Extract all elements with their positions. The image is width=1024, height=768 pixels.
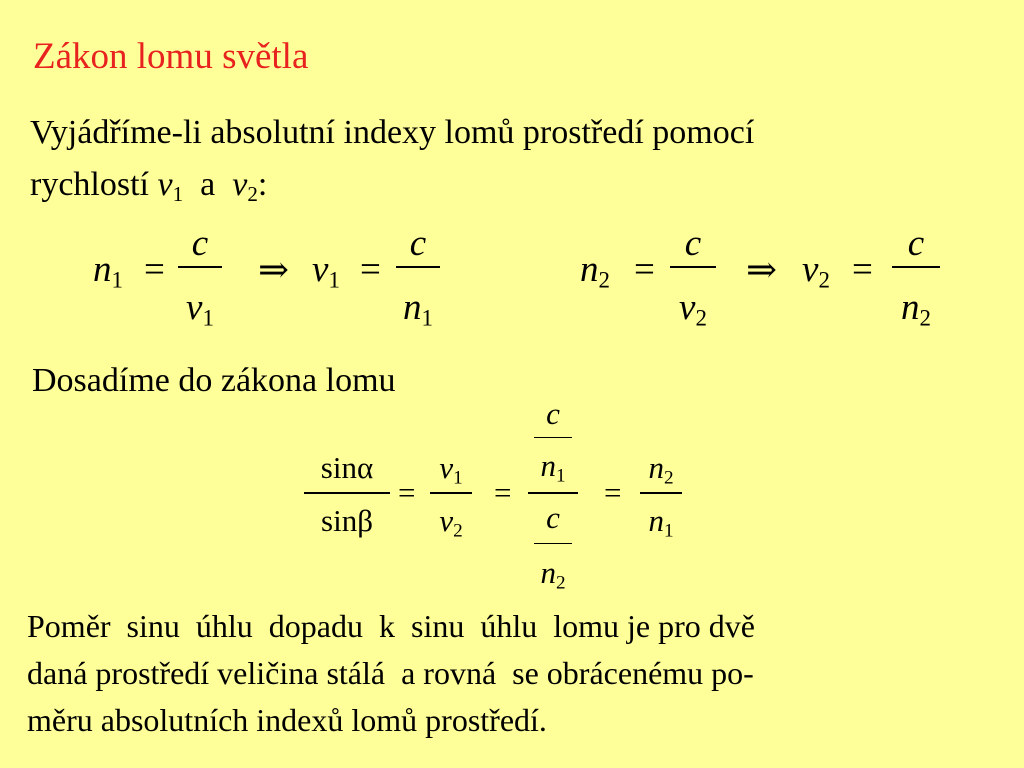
- eq2-numerator: c: [684, 223, 702, 264]
- intro-text: [30, 107, 754, 211]
- eq1b-denominator: $n_1$: [403, 287, 433, 331]
- eq1-fraction-bar: [178, 266, 222, 268]
- ratio-n-denominator: $n_1$: [648, 503, 674, 542]
- ratio-v-numerator: $v_1$: [439, 450, 463, 489]
- eq1b-fraction-bar: [396, 266, 440, 268]
- compound-bottom-c: c: [546, 500, 560, 535]
- compound-bottom-bar: [534, 543, 572, 544]
- ratio-n-bar: [640, 492, 682, 494]
- eq1-numerator: c: [191, 223, 209, 264]
- intro-line-1: Vyjádříme-li absolutní indexy lomů prostředí pomocí: [30, 114, 755, 151]
- eq2b-fraction-bar: [892, 266, 940, 268]
- compound-top-c: c: [546, 396, 560, 431]
- snell-equals-2: =: [494, 475, 512, 510]
- eq2b-numerator: c: [907, 223, 925, 264]
- snell-equals-3: =: [604, 475, 622, 510]
- conclusion-text: [27, 603, 755, 744]
- compound-main-bar: [528, 492, 578, 494]
- ratio-n-numerator: $n_2$: [648, 450, 674, 489]
- conclusion-line-3: měru absolutních indexů lomů prostředí.: [27, 702, 547, 738]
- snell-denominator: sinβ: [321, 503, 373, 538]
- substitution-text: Dosadíme do zákona lomu: [32, 362, 396, 399]
- conclusion-line-2: daná prostředí veličina stálá a rovná se obrácenému po-: [27, 655, 754, 691]
- compound-top-bar: [534, 437, 572, 438]
- ratio-v-bar: [430, 492, 472, 494]
- eq1-equals: =: [144, 249, 165, 290]
- page-title: Zákon lomu světla: [33, 36, 309, 77]
- conclusion-line-1: Poměr sinu úhlu dopadu k sinu úhlu lomu je pro dvě: [27, 608, 755, 644]
- eq1-lhs: $n_1$: [93, 249, 123, 293]
- intro-line-2: rychlostí $v_1$ a $v_2$:: [30, 166, 268, 206]
- compound-top-n1: $n_1$: [540, 448, 566, 487]
- eq2-denominator: $v_2$: [679, 287, 707, 331]
- eq2-fraction-bar: [670, 266, 716, 268]
- eq1b-numerator: c: [409, 223, 427, 264]
- eq1b-lhs: $v_1$: [312, 249, 340, 293]
- snell-numerator: sinα: [320, 450, 374, 485]
- snell-fraction-bar: [304, 492, 390, 494]
- eq2-lhs: $n_2$: [580, 249, 610, 293]
- eq1-denominator: $v_1$: [186, 287, 214, 331]
- eq2b-lhs: $v_2$: [802, 249, 830, 293]
- snell-equals-1: =: [398, 475, 416, 510]
- eq1b-equals: =: [360, 249, 381, 290]
- compound-bottom-n2: $n_2$: [540, 555, 566, 594]
- ratio-v-denominator: $v_2$: [439, 503, 463, 542]
- eq2b-denominator: $n_2$: [901, 287, 931, 331]
- eq2-implies: ⇒: [746, 250, 778, 291]
- eq2-equals: =: [634, 249, 655, 290]
- eq2b-equals: =: [852, 249, 873, 290]
- eq1-implies: ⇒: [258, 250, 290, 291]
